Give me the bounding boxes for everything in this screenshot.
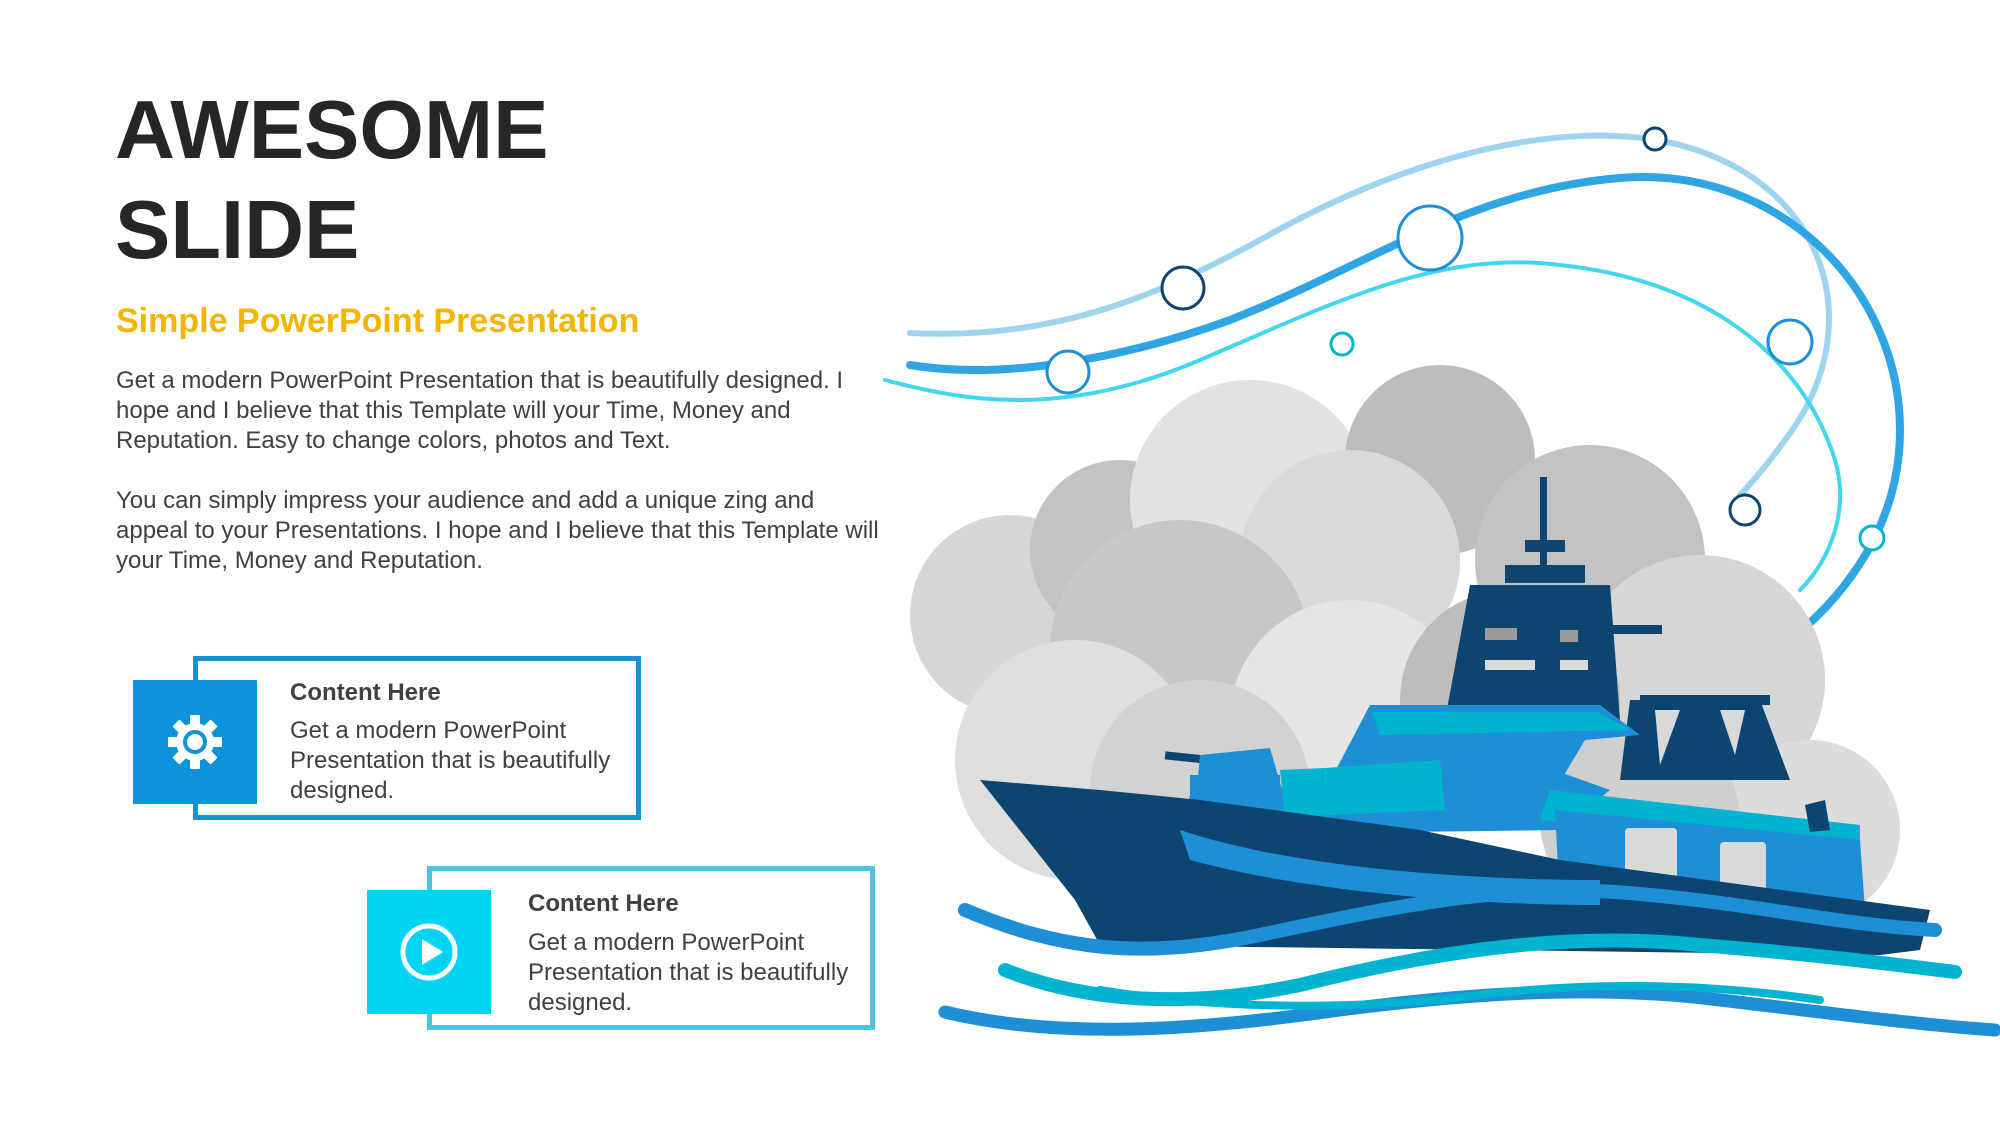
content-card-1-title: Content Here [290, 679, 441, 706]
bubble [1047, 351, 1089, 393]
bubble [1398, 206, 1462, 270]
bubble [1331, 333, 1353, 355]
slide-subtitle: Simple PowerPoint Presentation [116, 302, 640, 340]
bubble [1162, 267, 1204, 309]
body-paragraph-1: Get a modern PowerPoint Presentation that is beautifully designed. I hope and I believe that this Template will your Time, Money and Reputation. Easy to change colors, photos and Text. [116, 367, 844, 454]
content-card-2-body: Get a modern PowerPoint Presentation that is beautifully designed. [528, 929, 849, 1016]
bubble [1860, 526, 1884, 550]
bubble [1768, 320, 1812, 364]
title-line-2: SLIDE [115, 183, 360, 276]
content-card-2-title: Content Here [528, 890, 679, 917]
bubble [1644, 128, 1666, 150]
bubble [1730, 495, 1760, 525]
content-card-1-body: Get a modern PowerPoint Presentation that is beautifully designed. [290, 717, 611, 804]
title-line-1: AWESOME [115, 83, 549, 176]
body-paragraph-2: You can simply impress your audience and add a unique zing and appeal to your Presentations. I hope and I believe that this Template will your Time, Money and Reputation. [116, 487, 879, 574]
